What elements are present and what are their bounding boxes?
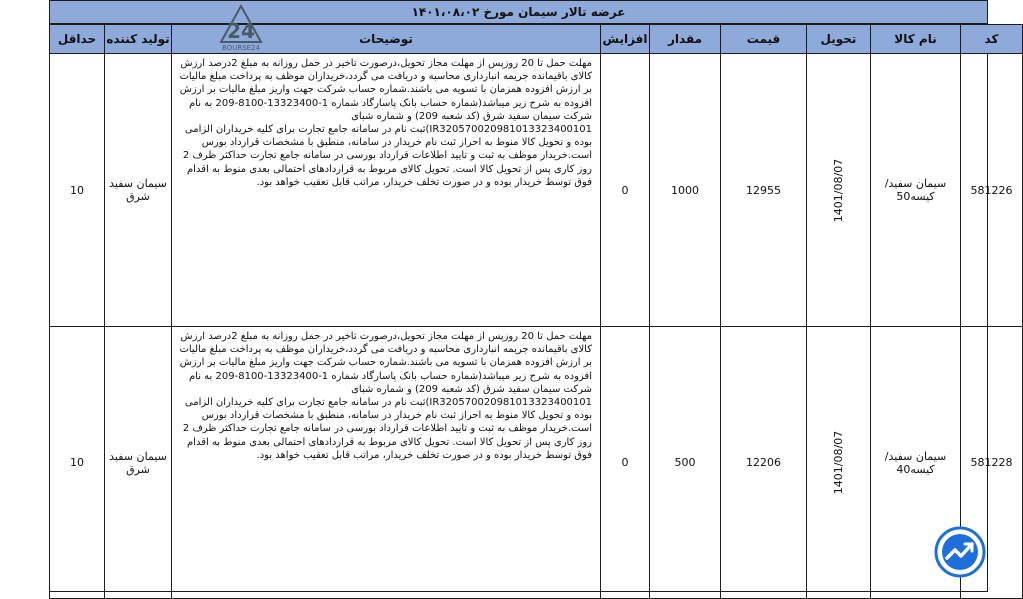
cell-price: 12206 — [721, 327, 807, 599]
header-row — [50, 25, 1023, 54]
cell-description: مهلت حمل تا 20 روزپس از مهلت مجاز تحویل،درصورت تاخیر در حمل روزانه به مبلغ 2درصد ارزش کالای باقیمانده جریمه انبارداری محاسبه و دریافت می گردد،خریداران موظف به پرداخت مبلغ مالیات بر ارزش افزوده همزمان با تسویه می باشند.شماره حساب شرکت جهت واریز مبلغ مالیات بر ارزش افزوده به شرح زیر میباشد(شماره حساب بانک پاسارگاد شماره 1-13323400-8100-209 به نام شرکت سیمان سفید شرق (کد شعبه 209) و شماره شبای IR320570020981013323400101)ثبت نام در سامانه جامع تجارت برای کلیه خریداران الزامی بوده و تحویل کالا منوط به احراز ثبت نام خریدار در سامانه، منطبق با مشخصات قرارداد بورس است.خریدار موظف به ثبت و تایید اطلاعات قرارداد بورسی در سامانه جامع تجارت حداکثر ظرف 2 روز کاری پس از تحویل کالا است. تحویل کالای مربوط به قراردادهای احتمالی بعدی منوط به اقدام فوق توسط خریدار بوده و در صورت تخلف خریدار، مراتب قابل تعقیب خواهد بود. — [172, 327, 601, 599]
header-price: قیمت — [721, 25, 807, 54]
svg-text:BOURSE24: BOURSE24 — [222, 44, 260, 52]
cell-price: 12955 — [721, 54, 807, 327]
cell-minimum: 10 — [50, 54, 105, 327]
chart-logo — [934, 526, 986, 578]
table-row — [50, 327, 1023, 599]
cell-description: مهلت حمل تا 20 روزپس از مهلت مجاز تحویل،درصورت تاخیر در حمل روزانه به مبلغ 2درصد ارزش کالای باقیمانده جریمه انبارداری محاسبه و دریافت می گردد،خریداران موظف به پرداخت مبلغ مالیات بر ارزش افزوده همزمان با تسویه می باشند.شماره حساب شرکت جهت واریز مبلغ مالیات بر ارزش افزوده به شرح زیر میباشد(شماره حساب بانک پاسارگاد شماره 1-13323400-8100-209 به نام شرکت سیمان سفید شرق (کد شعبه 209) و شماره شبای IR320570020981013323400101)ثبت نام در سامانه جامع تجارت برای کلیه خریداران الزامی بوده و تحویل کالا منوط به احراز ثبت نام خریدار در سامانه، منطبق با مشخصات قرارداد بورس است.خریدار موظف به ثبت و تایید اطلاعات قرارداد بورسی در سامانه جامع تجارت حداکثر ظرف 2 روز کاری پس از تحویل کالا است. تحویل کالای مربوط به قراردادهای احتمالی بعدی منوط به اقدام فوق توسط خریدار بوده و در صورت تخلف خریدار، مراتب قابل تعقیب خواهد بود. — [172, 54, 601, 327]
cell-delivery — [807, 54, 871, 327]
cell-minimum: 10 — [50, 327, 105, 599]
cell-producer: سیمان سفید شرق — [105, 54, 172, 327]
offer-table — [49, 24, 1023, 599]
bourse24-logo — [213, 4, 269, 52]
cell-quantity: 1000 — [650, 54, 721, 327]
svg-text:24: 24 — [227, 19, 255, 43]
delivery-date: 1401/08/07 — [831, 430, 845, 495]
header-producer: تولید کننده — [105, 25, 172, 54]
header-minimum: حداقل — [50, 25, 105, 54]
cell-code: 581228 — [961, 327, 1023, 599]
cell-product: سیمان سفید/کیسه40 — [871, 327, 961, 599]
trend-chart-icon — [934, 526, 986, 578]
table-row — [50, 54, 1023, 327]
cell-delivery — [807, 327, 871, 599]
page-title: عرضه تالار سیمان مورخ ۱۴۰۱،۰۸،۰۲ — [49, 0, 988, 24]
cell-code: 581226 — [961, 54, 1023, 327]
header-description: توضیحات — [172, 25, 601, 54]
header-code: کد — [961, 25, 1023, 54]
cell-product: سیمان سفید/کیسه50 — [871, 54, 961, 327]
cell-increase: 0 — [601, 327, 650, 599]
delivery-date: 1401/08/07 — [831, 158, 845, 222]
cell-quantity: 500 — [650, 327, 721, 599]
cell-increase: 0 — [601, 54, 650, 327]
header-quantity: مقدار — [650, 25, 721, 54]
header-delivery: تحویل — [807, 25, 871, 54]
bourse24-logo-icon — [213, 4, 269, 52]
header-product: نام کالا — [871, 25, 961, 54]
cell-producer: سیمان سفید شرق — [105, 327, 172, 599]
header-increase: افزایش — [601, 25, 650, 54]
